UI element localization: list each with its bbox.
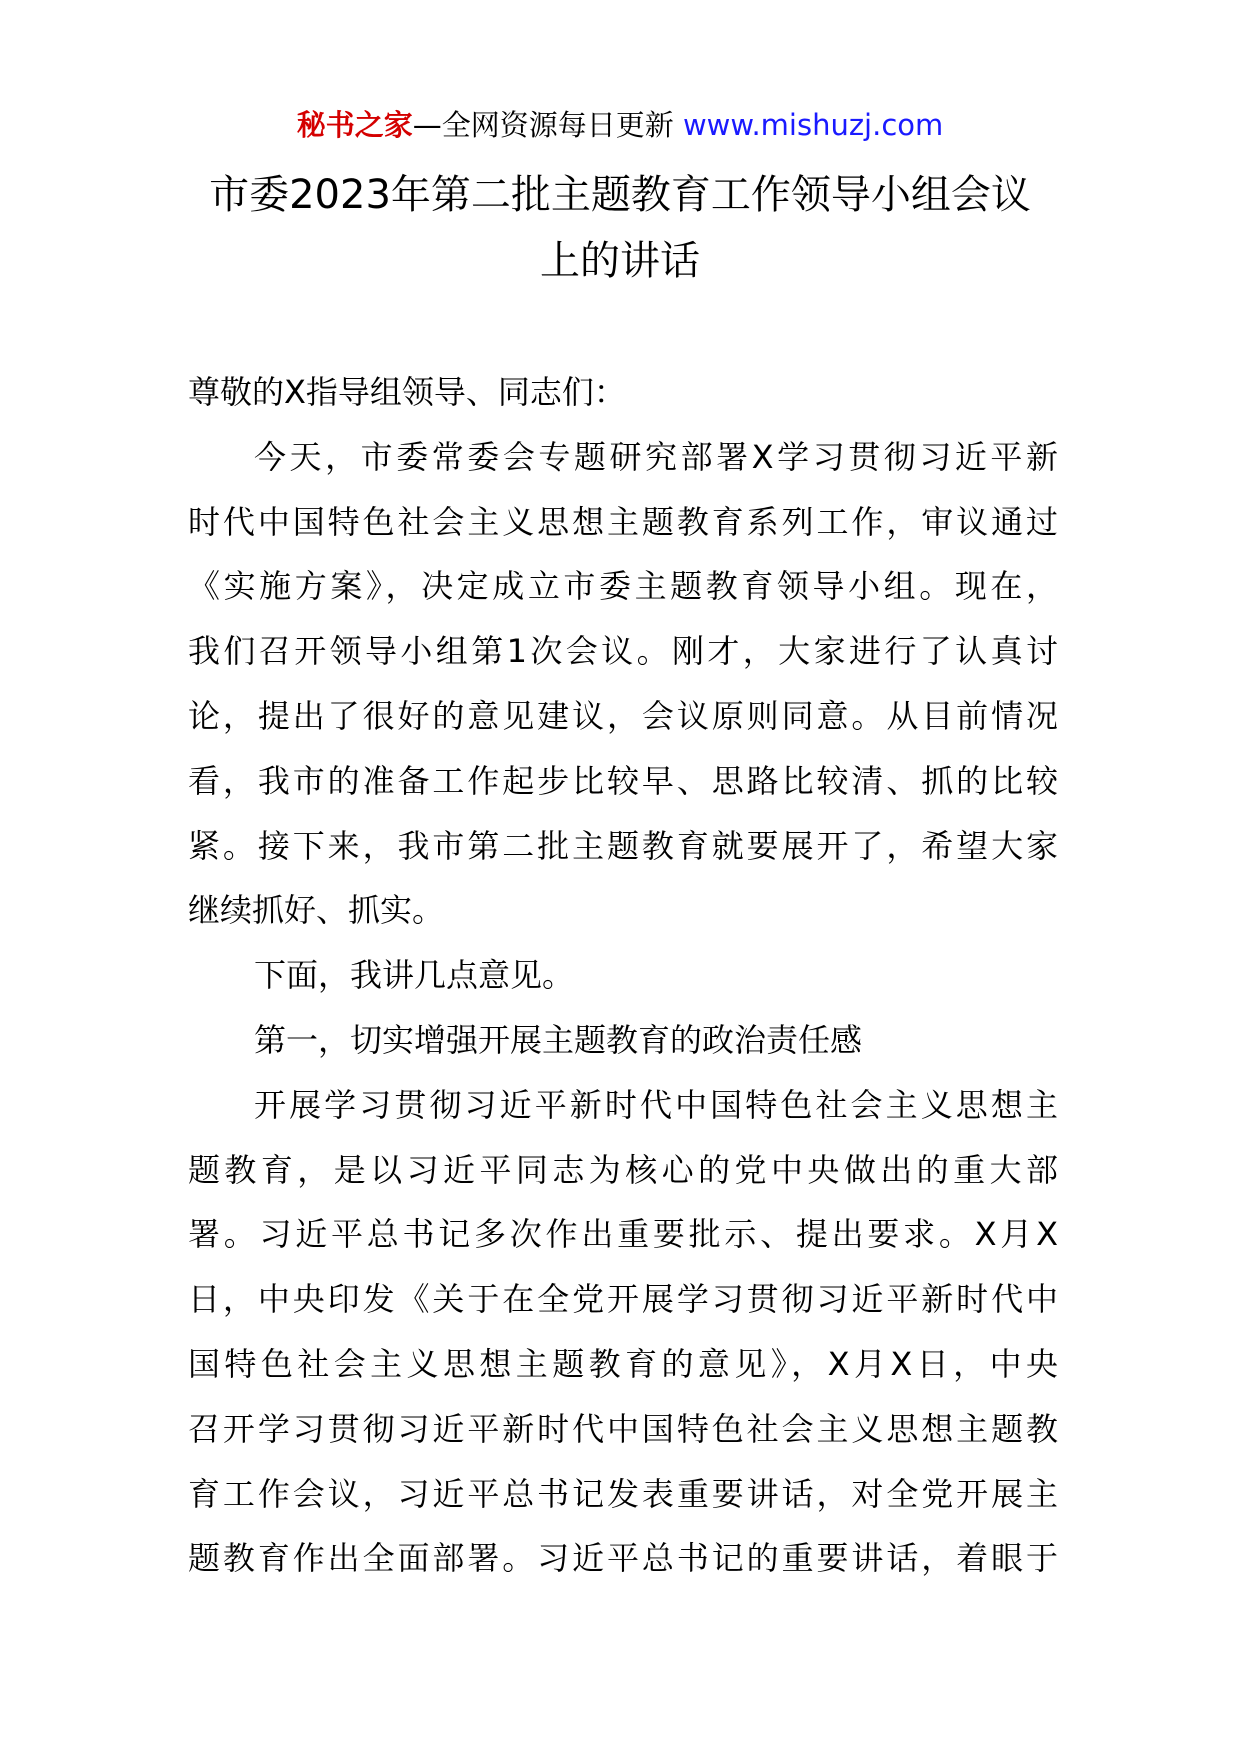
paragraph-line: 今天，市委常委会专题研究部署X学习贯彻习近平新 [254,437,1058,476]
title-line-2: 上的讲话 [540,238,700,284]
paragraph-line: 时代中国特色社会主义思想主题教育系列工作，审议通过 [188,502,1058,541]
document-title [180,162,1060,294]
paragraph-line: 论，提出了很好的意见建议，会议原则同意。从目前情况 [188,696,1058,735]
paragraph-line: 日，中央印发《关于在全党开展学习贯彻习近平新时代中 [188,1280,1058,1319]
paragraph-line: 下面，我讲几点意见。 [254,956,575,995]
paragraph-line: 紧。接下来，我市第二批主题教育就要展开了，希望大家 [188,826,1058,865]
salutation: 尊敬的X指导组领导、同志们： [188,373,626,411]
paragraph-line: 看，我市的准备工作起步比较早、思路比较清、抓的比较 [188,761,1058,800]
section-heading: 第一，切实增强开展主题教育的政治责任感 [254,1020,863,1059]
paragraph-line: 开展学习贯彻习近平新时代中国特色社会主义思想主 [254,1085,1058,1124]
paragraph-line: 育工作会议，习近平总书记发表重要讲话，对全党开展主 [188,1474,1058,1513]
watermark-header [0,100,1240,150]
paragraph-line: 我们召开领导小组第1次会议。刚才，大家进行了认真讨 [188,632,1058,671]
website-link[interactable]: www.mishuzj.com [682,108,944,142]
header-tagline: —全网资源每日更新 [412,108,683,142]
title-line-1: 市委2023年第二批主题教育工作领导小组会议 [209,172,1031,218]
paragraph-line: 题教育作出全面部署。习近平总书记的重要讲话，着眼于 [188,1539,1058,1578]
brand-name: 秘书之家 [296,108,413,142]
document-body [188,360,1058,1591]
paragraph-line: 国特色社会主义思想主题教育的意见》，X月X日，中央 [188,1344,1058,1383]
paragraph-line: 继续抓好、抓实。 [188,891,445,930]
paragraph-line: 题教育，是以习近平同志为核心的党中央做出的重大部 [188,1150,1058,1189]
paragraph-line: 《实施方案》，决定成立市委主题教育领导小组。现在， [188,567,1058,606]
paragraph-line: 召开学习贯彻习近平新时代中国特色社会主义思想主题教 [188,1409,1058,1448]
paragraph-line: 署。习近平总书记多次作出重要批示、提出要求。X月X [188,1215,1058,1254]
